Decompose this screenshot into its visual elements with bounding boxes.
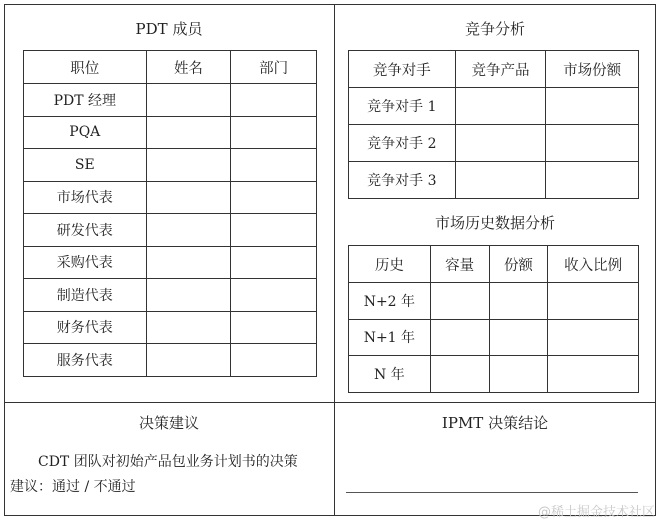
header-competing-product: 竞争产品 <box>455 51 546 88</box>
revenue-ratio-cell <box>548 283 639 320</box>
table-row <box>24 181 317 214</box>
name-cell <box>146 311 231 344</box>
row-label: 市场代表 <box>24 181 147 214</box>
pdt-members-table <box>23 50 317 377</box>
header-position: 职位 <box>24 51 147 84</box>
horizontal-divider <box>4 402 656 403</box>
pdt-members-title: PDT 成员 <box>135 20 203 38</box>
name-cell <box>146 246 231 279</box>
share-cell <box>489 283 548 320</box>
header-history: 历史 <box>349 246 431 283</box>
watermark: @稀土掘金技术社区 <box>537 505 655 520</box>
table-row <box>24 279 317 312</box>
capacity-cell <box>430 356 489 393</box>
table-row <box>349 319 639 356</box>
competition-analysis-title: 竞争分析 <box>464 20 525 38</box>
department-cell <box>231 181 317 214</box>
vertical-divider <box>334 4 335 516</box>
recommendation-line-2: 建议：通过 / 不通过 <box>10 479 136 495</box>
decision-recommendation-title: 决策建议 <box>138 414 199 432</box>
department-cell <box>231 116 317 149</box>
header-share: 份额 <box>489 246 548 283</box>
row-label: 采购代表 <box>24 246 147 279</box>
revenue-ratio-cell <box>548 356 639 393</box>
ipmt-decision-title: IPMT 决策结论 <box>441 414 549 432</box>
decision-recommendation-text <box>10 450 330 500</box>
row-label: N+2 年 <box>349 283 431 320</box>
share-cell <box>546 162 639 199</box>
name-cell <box>146 279 231 312</box>
header-revenue-ratio: 收入比例 <box>548 246 639 283</box>
name-cell <box>146 84 231 117</box>
name-cell <box>146 214 231 247</box>
table-row <box>24 116 317 149</box>
department-cell <box>231 344 317 377</box>
header-competitor: 竞争对手 <box>349 51 456 88</box>
row-label: 竞争对手 1 <box>349 88 456 125</box>
table-row <box>24 214 317 247</box>
market-history-title: 市场历史数据分析 <box>434 214 555 232</box>
name-cell <box>146 149 231 182</box>
revenue-ratio-cell <box>548 319 639 356</box>
table-row <box>24 149 317 182</box>
product-cell <box>455 125 546 162</box>
table-row <box>349 283 639 320</box>
capacity-cell <box>430 283 489 320</box>
table-row <box>349 162 639 199</box>
header-market-share: 市场份额 <box>546 51 639 88</box>
header-department: 部门 <box>231 51 317 84</box>
row-label: 财务代表 <box>24 311 147 344</box>
name-cell <box>146 116 231 149</box>
row-label: 竞争对手 3 <box>349 162 456 199</box>
recommendation-line-1: CDT 团队对初始产品包业务计划书的决策 <box>38 454 298 470</box>
table-row <box>24 311 317 344</box>
table-row <box>24 344 317 377</box>
row-label: PDT 经理 <box>24 84 147 117</box>
competition-table <box>348 50 639 199</box>
department-cell <box>231 246 317 279</box>
name-cell <box>146 181 231 214</box>
table-row <box>349 356 639 393</box>
header-name: 姓名 <box>146 51 231 84</box>
name-cell <box>146 344 231 377</box>
department-cell <box>231 311 317 344</box>
department-cell <box>231 279 317 312</box>
share-cell <box>546 88 639 125</box>
product-cell <box>455 162 546 199</box>
row-label: 竞争对手 2 <box>349 125 456 162</box>
product-cell <box>455 88 546 125</box>
table-row <box>349 125 639 162</box>
row-label: 研发代表 <box>24 214 147 247</box>
row-label: PQA <box>24 116 147 149</box>
share-cell <box>489 319 548 356</box>
share-cell <box>546 125 639 162</box>
header-capacity: 容量 <box>430 246 489 283</box>
capacity-cell <box>430 319 489 356</box>
row-label: N 年 <box>349 356 431 393</box>
share-cell <box>489 356 548 393</box>
row-label: SE <box>24 149 147 182</box>
row-label: 制造代表 <box>24 279 147 312</box>
signature-line <box>346 492 638 493</box>
department-cell <box>231 214 317 247</box>
table-row <box>349 88 639 125</box>
department-cell <box>231 84 317 117</box>
market-history-table <box>348 245 639 393</box>
table-row <box>24 84 317 117</box>
row-label: 服务代表 <box>24 344 147 377</box>
department-cell <box>231 149 317 182</box>
table-row <box>24 246 317 279</box>
row-label: N+1 年 <box>349 319 431 356</box>
